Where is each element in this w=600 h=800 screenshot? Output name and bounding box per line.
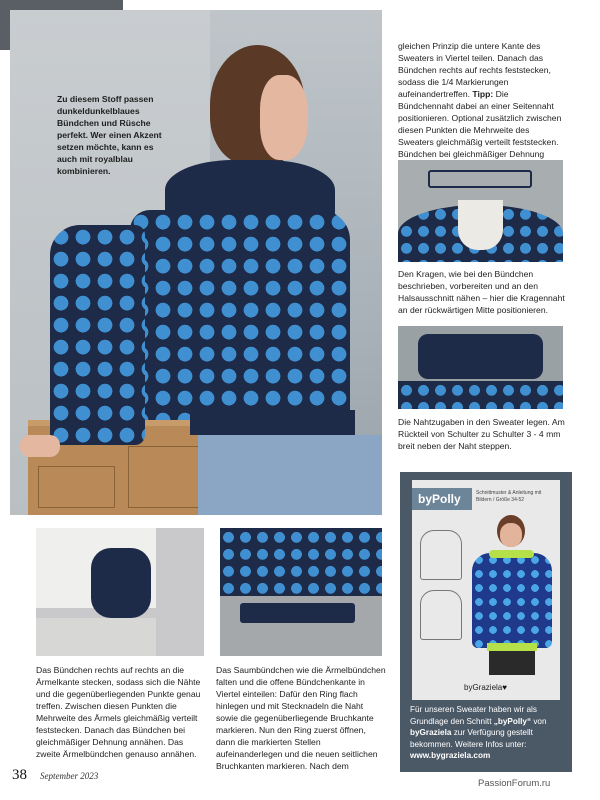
right-paragraph-1-a: gleichen Prinzip die untere Kante des Sweaters in Viertel teilen. Danach das Bündchen rechts auf rechts feststecken, sodass die 1/4 Markierungen aufeinandertreffen. [398,41,551,99]
ad-brand: byPolly [418,492,461,506]
ad-brand-badge [412,488,472,510]
sweater-sleeve [50,225,145,445]
ad-logo-text: byGraziela [464,683,503,692]
ad-url: www.bygraziela.com [410,751,491,760]
model-jeans [198,435,382,515]
ad-model-photo [467,515,557,675]
tip-label: Tipp: [472,89,494,99]
right-paragraph-1-b: Die Bündchennaht dabei an einer Seitennaht positionieren. Optional zusätzlich zwischen diesen Punkten die Mehrweite des Sweaters gleichmäßig verteilt feststecken. Bündchen bei gleichmäßiger Dehnung [398,89,562,159]
sweater-body [130,210,350,420]
right-paragraph-3: Die Nahtzugaben in den Sweater legen. Am Rückteil von Schulter zu Schulter 3 - 4 mm breit neben der Naht steppen. [398,417,565,451]
model-face [260,75,308,160]
main-photo [10,10,382,515]
sketch-front [420,530,462,580]
ad-logo [464,683,507,692]
bottom-left-paragraph: Das Bündchen rechts auf rechts an die Ärmelkante stecken, sodass sich die Nähte und die gegenüberliegenden Punkte genau treffen. Zwischen diesen Punkten die Mehrweite des Ärmels gleichmäßig verteilt feststecken. Danach das Bündchen bei gleichmäßiger Dehnung annähen. Das zweite Ärmelbündchen genauso annähen. [36,665,201,759]
right-paragraph-2: Den Kragen, wie bei den Bündchen beschrieben, vorbereiten und an den Halsausschnitt nähen – hier die Kragennaht an der rückwärtigen Mitte positionieren. [398,269,565,315]
right-paragraph-1 [398,40,566,172]
step-photo-collar [398,326,563,409]
watermark: PassionForum.ru [478,778,551,789]
step-photo-hem [398,160,563,262]
step-photo-sleeve [36,528,204,656]
heart-icon: ♥ [502,683,507,692]
step-photo-band [220,528,382,656]
sweater-hem [190,410,355,435]
sketch-back [420,590,462,640]
bottom-middle-paragraph: Das Saumbündchen wie die Ärmelbündchen falten und die offene Bündchenkante in Viertel einteilen: Dafür den Ring flach hinlegen und mit Stecknadeln die Naht sowie die gegenüberliegende Bruchkante markieren. Nun den Ring zuerst öffnen, dann die markierten Stellen aufeinanderlegen und die neuen seitlichen Bruchkanten markieren. Nach dem [216,665,386,771]
pattern-ad [400,472,572,772]
ad-card [412,480,560,700]
issue-date: September 2023 [40,771,99,781]
ad-text: Für unseren Sweater haben wir als Grundlage den Schnitt „byPolly“ von byGraziela zur Verfügung gestellt bekommen. Weitere Infos unter: www.bygraziela.com [410,705,547,760]
photo-caption: Zu diesem Stoff passen dunkeldunkelblaues Bündchen und Rüsche perfekt. Wer einen Akzent setzen möchte, kann es auch mit royalblau kombinieren. [57,94,162,176]
page-number: 38 [12,767,27,783]
ad-subtitle: Schnittmuster & Anleitung mit Bildern / Größe 34-52 [476,490,542,503]
